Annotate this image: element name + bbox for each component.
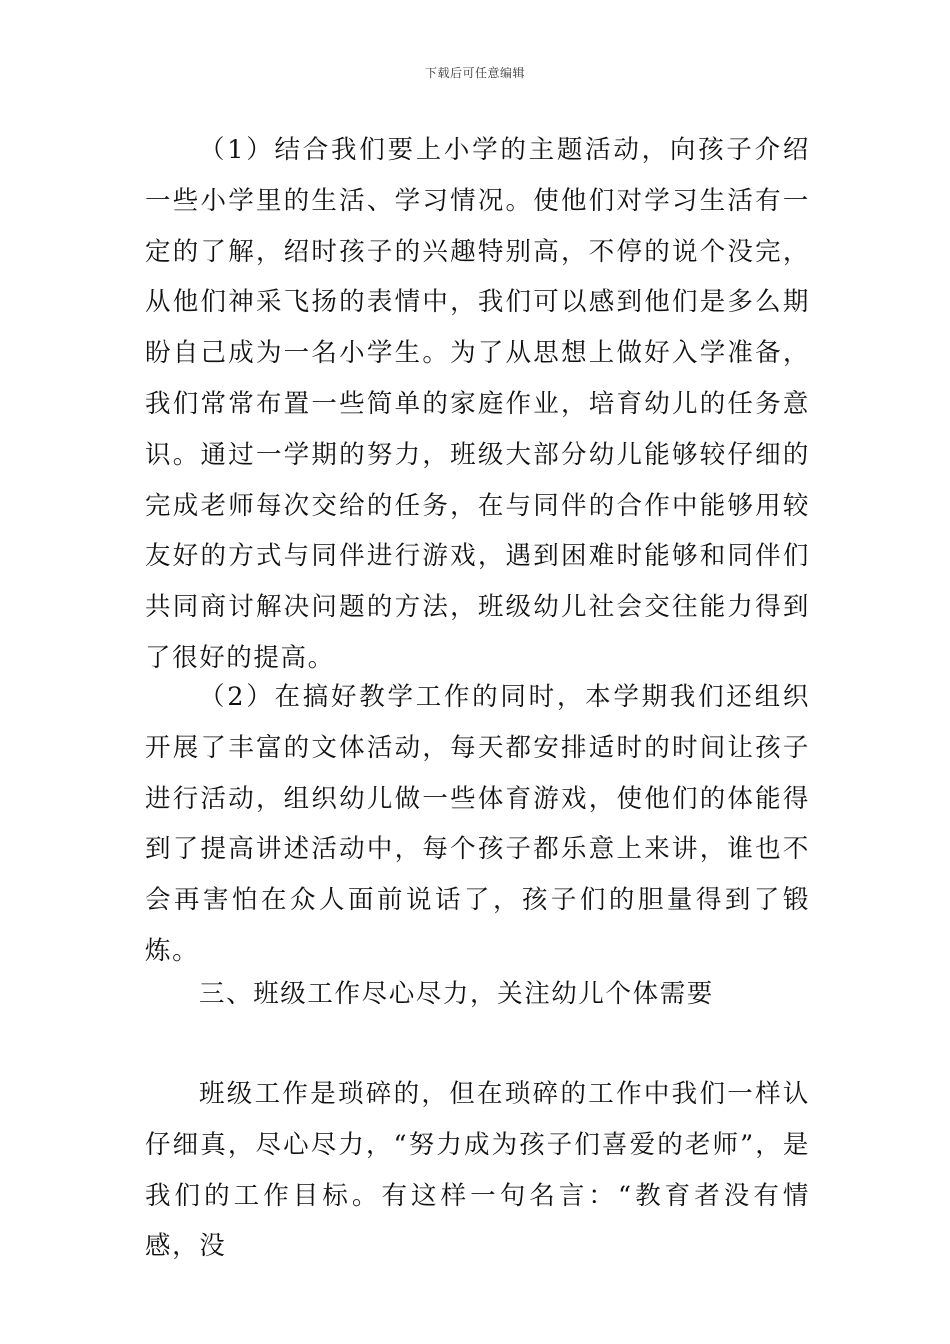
page-header: 下载后可任意编辑	[424, 66, 525, 80]
paragraph-activity-1: （1）结合我们要上小学的主题活动，向孩子介绍一些小学里的生活、学习情况。使他们对学习生活有一定的了解，绍时孩子的兴趣特别高，不停的说个没完，从他们神采飞扬的表情中，我们可以感到他们是多么期盼自己成为一名小学生。为了从思想上做好入学准备，我们常常布置一些简单的家庭作业，培育幼儿的任务意识。通过一学期的努力，班级大部分幼儿能够较仔细的完成老师每次交给的任务，在与同伴的合作中能够用较友好的方式与同伴进行游戏，遇到困难时能够和同伴们共同商讨解决问题的方法，班级幼儿社会交往能力得到了很好的提高。	[145, 135, 810, 673]
paragraph-class-work: 班级工作是琐碎的，但在琐碎的工作中我们一样认仔细真，尽心尽力，“努力成为孩子们喜爱的老师”，是我们的工作目标。有这样一句名言：“教育者没有情感，没	[145, 1079, 810, 1262]
section-heading-3: 三、班级工作尽心尽力，关注幼儿个体需要	[199, 979, 714, 1009]
paragraph-activity-2: （2）在搞好教学工作的同时，本学期我们还组织开展了丰富的文体活动，每天都安排适时的时间让孩子进行活动，组织幼儿做一些体育游戏，使他们的体能得到了提高讲述活动中，每个孩子都乐意上来讲，谁也不会再害怕在众人面前说话了，孩子们的胆量得到了锻炼。	[145, 682, 810, 966]
